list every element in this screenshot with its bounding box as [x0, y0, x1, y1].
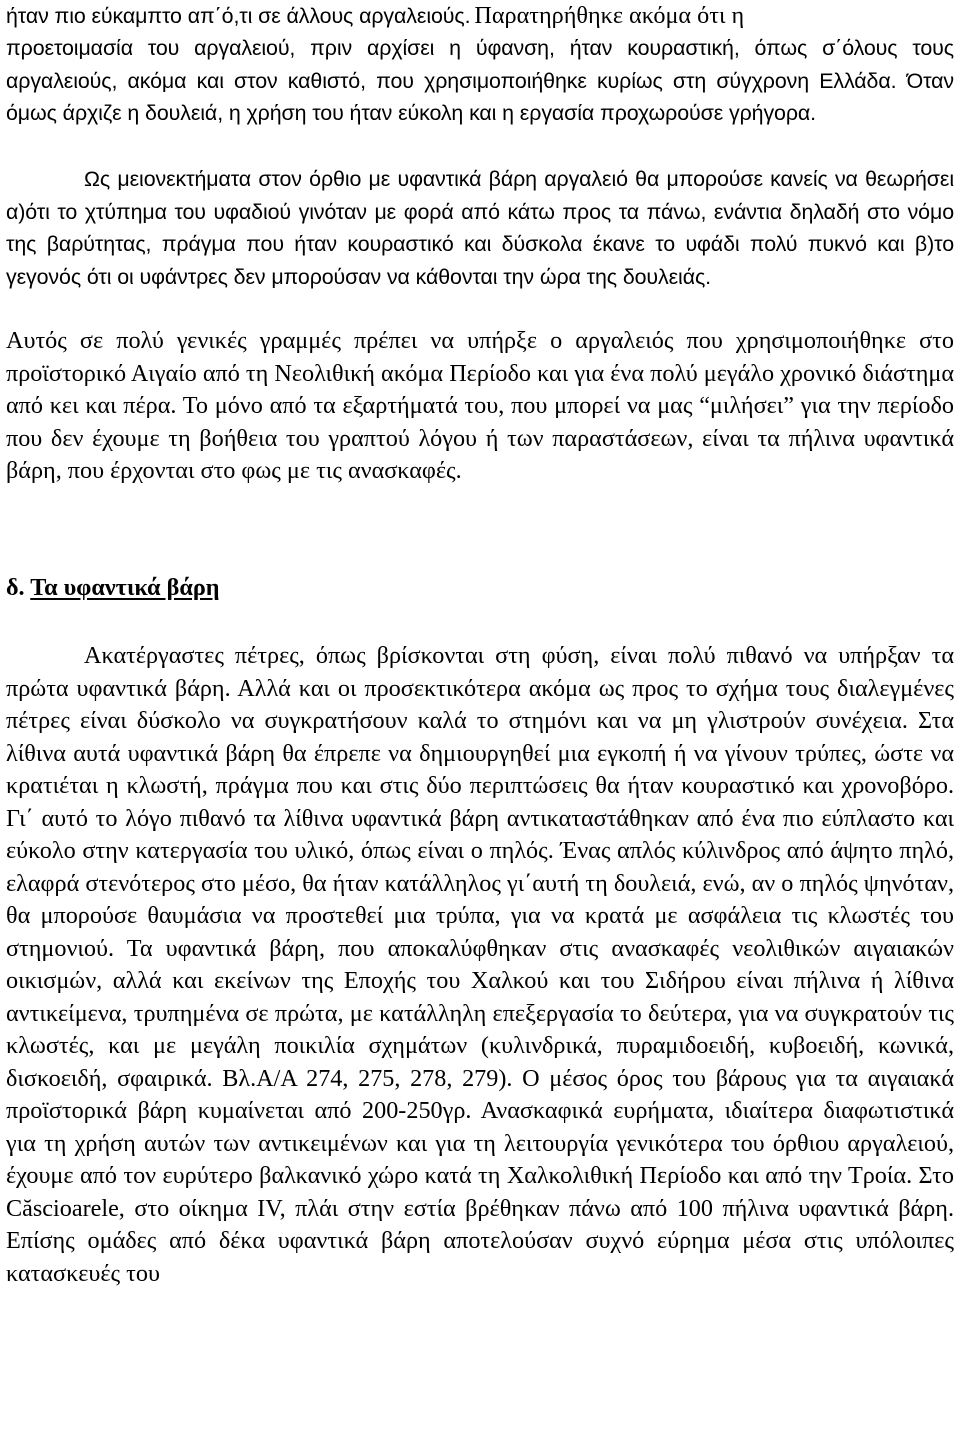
paragraph-3	[6, 640, 954, 1290]
paragraph-2-serif: Αυτός σε πολύ γενικές γραμμές πρέπει να υπήρξε ο αργαλειός που χρησιμοποιήθηκε στο προϊστορικό Αιγαίο από τη Νεολιθική ακόμα Περίοδο και για ένα πολύ μεγάλο χρονικό διάστημα από κει και πέρα. Το μόνο από τα εξαρτήματά του, που μπορεί να μας “μιλήσει” για την περίοδο που δεν έχουμε τη βοήθεια του γραπτού λόγου ή των παραστάσεων, είναι τα πήλινα υφαντικά βάρη, που έρχονται στο φως με τις ανασκαφές.	[6, 327, 954, 484]
paragraph-3-part-a: Ακατέργαστες πέτρες, όπως βρίσκονται στη φύση, είναι πολύ πιθανό να υπήρξαν τα πρώτα υφαντικά βάρη.	[6, 642, 954, 702]
section-heading-title: Τα υφαντικά βάρη	[30, 574, 220, 601]
paragraph-3-part-d: Γι΄ αυτό το λόγο πιθανό τα λίθινα υφαντικά βάρη αντικαταστάθηκαν από ένα πιο εύπλαστο και εύκολο στην κατεργασία του υλικό, όπως είναι ο πηλός.	[6, 804, 954, 864]
section-heading-number: δ.	[6, 574, 25, 601]
paragraph-1-part-b: Όταν όμως άρχιζε η δουλειά, η χρήση του ήταν εύκολη και η εργασία προχωρούσε γρήγορα.	[6, 68, 955, 125]
paragraph-1	[6, 0, 954, 33]
paragraph-3-part-e: Ένας απλός κύλινδρος από άψητο πηλό, ελαφρά στενότερος στο μέσο, θα ήταν κατάλληλος γι΄αυτή τη δουλειά, ενώ, αν ο πηλός ψηνόταν, θα μπορούσε θαυμάσια να προστεθεί μια τρύπα, για να κρατά με ασφάλεια τις κλωστές του στημονιού.	[6, 837, 955, 962]
paragraph-3-part-c: Στα λίθινα αυτά υφαντικά βάρη θα έπρεπε να δημιουργηθεί μια εγκοπή ή να γίνουν τρύπες, ώστε να κρατιέται η κλωστή, πράγμα που και στις δύο περιπτώσεις θα ήταν κουραστικό και χρονοβόρο.	[6, 707, 954, 799]
paragraph-1-part-a: προετοιμασία του αργαλειού, πριν αρχίσει η ύφανση, ήταν κουραστική, όπως σ΄όλους τους αργαλειούς, ακόμα και στον καθιστό, που χρησιμοποιήθηκε κυρίως στη σύγχρονη Ελλάδα.	[6, 36, 954, 93]
section-heading	[6, 572, 220, 604]
paragraph-3-part-f: Τα υφαντικά βάρη, που αποκαλύφθηκαν στις ανασκαφές νεολιθικών αιγαιακών οικισμών, αλλά και εκείνων της Εποχής του Χαλκού και του Σιδήρου είναι πήλινα ή λίθινα αντικείμενα, τρυπημένα σε πρώτα, με κατάλληλη επεξεργασία το δεύτερα, για να συγκρατούν τις κλωστές, και με μεγάλη ποικιλία σχημάτων (κυλινδρικά, πυραμιδοειδή, κυβοειδή, κωνικά, δισκοειδή, σφαιρικά. Βλ.Α/Α 274, 275, 278, 279). Ο μέσος όρος του βάρους για τα αιγαιακά προϊστορικά βάρη κυμαίνεται από 200-250γρ. Ανασκαφικά ευρήματα, ιδιαίτερα διαφωτιστικά για τη χρήση αυτών των αντικειμένων και για τη λειτουργία γενικότερα του όρθιου αργαλειού, έχουμε από τον ευρύτερο βαλκανικό χώρο κατά τη Χαλκολιθική Περίοδο και από την Τροία. Στο Căsciοarele, στο οίκημα IV, πλάι στην εστία βρέθηκαν πάνω από 100 πήλινα υφαντικά βάρη. Επίσης ομάδες από δέκα υφαντικά βάρη αποτελούσαν συχνό εύρημα μέσα στις υπόλοιπες κατασκευές του	[6, 934, 954, 1287]
paragraph-1-opening: ήταν πιο εύκαμπτο απ΄ό,τι σε άλλους αργαλειούς.	[6, 4, 471, 28]
paragraph-1-opening-tail: Παρατηρήθηκε ακόμα ότι η	[474, 2, 745, 29]
paragraph-3-part-b: Αλλά και οι προσεκτικότερα ακόμα ως προς το σχήμα τους διαλεγμένες πέτρες είναι δύσκολο να συγκρατήσουν καλά το στημόνι και να μη γλιστρούν συνέχεια.	[6, 674, 955, 734]
paragraph-2-sans: Ως μειονεκτήματα στον όρθιο με υφαντικά βάρη αργαλειό θα μπορούσε κανείς να θεωρήσει α)ότι το χτύπημα του υφαδιού γινόταν με φορά από κάτω προς τα πάνω, ενάντια δηλαδή στο νόμο της βαρύτητας, πράγμα που ήταν κουραστικό και δύσκολα έκανε το υφάδι πολύ πυκνό και β)το γεγονός ότι οι υφάντρες δεν μπορούσαν να κάθονται την ώρα της δουλειάς.	[6, 167, 954, 289]
paragraph-1-body	[6, 32, 954, 130]
